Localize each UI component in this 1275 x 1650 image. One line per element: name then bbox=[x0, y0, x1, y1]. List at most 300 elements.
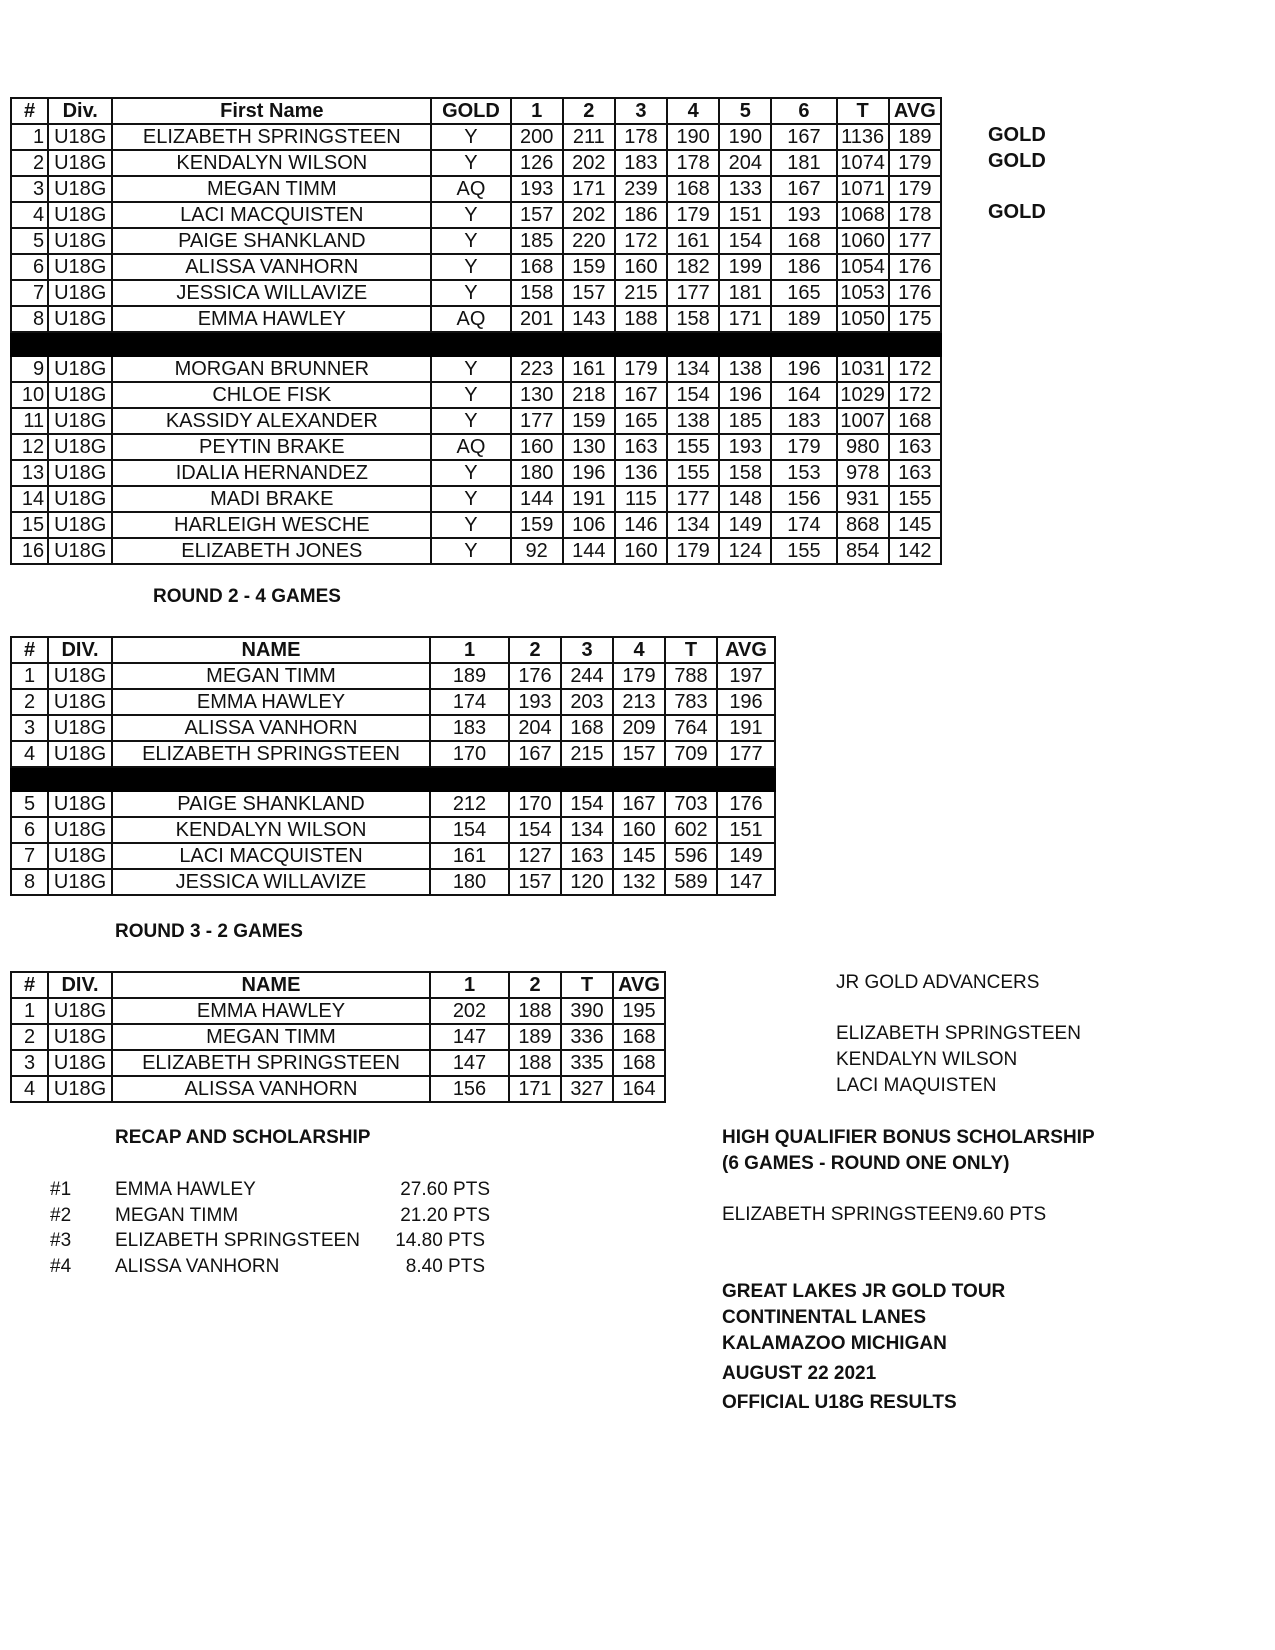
round1-cell: 149 bbox=[719, 512, 771, 538]
round1-cell: JESSICA WILLAVIZE bbox=[112, 280, 431, 306]
round1-cell: 163 bbox=[615, 434, 667, 460]
round3-cell: 336 bbox=[561, 1024, 613, 1050]
round3-cell: 156 bbox=[430, 1076, 509, 1102]
round1-cell: 167 bbox=[771, 176, 836, 202]
round1-cell: 179 bbox=[667, 202, 719, 228]
round1-cell: 168 bbox=[771, 228, 836, 254]
round1-cell: 7 bbox=[11, 280, 48, 306]
round1-cell: 159 bbox=[511, 512, 563, 538]
round1-cell: ALISSA VANHORN bbox=[112, 254, 431, 280]
round1-cell: 153 bbox=[771, 460, 836, 486]
round1-cell: 179 bbox=[889, 176, 941, 202]
round2-cell: 154 bbox=[430, 817, 509, 843]
round2-cell: 6 bbox=[11, 817, 48, 843]
table-row bbox=[11, 843, 775, 869]
round1-cell: U18G bbox=[48, 408, 112, 434]
round1-cell: 1136 bbox=[837, 124, 889, 150]
round1-cell: PEYTIN BRAKE bbox=[112, 434, 431, 460]
round3-cell: U18G bbox=[48, 1050, 112, 1076]
round2-header-row bbox=[11, 637, 775, 663]
round1-cell: Y bbox=[431, 356, 510, 382]
round2-cell: ELIZABETH SPRINGSTEEN bbox=[112, 741, 430, 767]
round1-cell: 1007 bbox=[837, 408, 889, 434]
cutline-separator bbox=[11, 767, 775, 791]
round1-cell: CHLOE FISK bbox=[112, 382, 431, 408]
round1-cell: 179 bbox=[667, 538, 719, 564]
table-row bbox=[11, 228, 941, 254]
round1-cell: 161 bbox=[667, 228, 719, 254]
round1-cell: U18G bbox=[48, 228, 112, 254]
round3-cell: ELIZABETH SPRINGSTEEN bbox=[112, 1050, 430, 1076]
round2-cell: 167 bbox=[509, 741, 561, 767]
round1-cell: 4 bbox=[11, 202, 48, 228]
round2-cell: U18G bbox=[48, 817, 112, 843]
round2-cell: 168 bbox=[561, 715, 613, 741]
recap-name: ALISSA VANHORN bbox=[115, 1256, 280, 1277]
round1-cell: 189 bbox=[771, 306, 836, 332]
round1-cell: 178 bbox=[889, 202, 941, 228]
advancer-name: KENDALYN WILSON bbox=[836, 1049, 1018, 1070]
round1-cell: 854 bbox=[837, 538, 889, 564]
round1-cell: MORGAN BRUNNER bbox=[112, 356, 431, 382]
round2-cell: 5 bbox=[11, 791, 48, 817]
round1-cell: IDALIA HERNANDEZ bbox=[112, 460, 431, 486]
round1-cell: U18G bbox=[48, 280, 112, 306]
round2-cell: 204 bbox=[509, 715, 561, 741]
round3-body bbox=[11, 998, 665, 1102]
round1-cell: 160 bbox=[615, 254, 667, 280]
round3-cell: 195 bbox=[613, 998, 665, 1024]
round1-cell: 12 bbox=[11, 434, 48, 460]
round1-cell: U18G bbox=[48, 202, 112, 228]
round1-cell: 211 bbox=[563, 124, 615, 150]
round1-cell: 172 bbox=[889, 356, 941, 382]
round2-cell: 149 bbox=[717, 843, 775, 869]
round1-cell: 133 bbox=[719, 176, 771, 202]
round1-cell: 186 bbox=[615, 202, 667, 228]
round1-cell: Y bbox=[431, 202, 510, 228]
round2-cell: 127 bbox=[509, 843, 561, 869]
round2-cell: 196 bbox=[717, 689, 775, 715]
round2-cell: U18G bbox=[48, 791, 112, 817]
round3-cell: 147 bbox=[430, 1050, 509, 1076]
round1-cell: 16 bbox=[11, 538, 48, 564]
round1-cell: 163 bbox=[889, 434, 941, 460]
round1-cell: 190 bbox=[719, 124, 771, 150]
round2-cell: 783 bbox=[665, 689, 717, 715]
round2-cell: U18G bbox=[48, 843, 112, 869]
round2-header-cell: DIV. bbox=[48, 637, 112, 663]
round3-header-row bbox=[11, 972, 665, 998]
table-row bbox=[11, 124, 941, 150]
round3-header-cell: DIV. bbox=[48, 972, 112, 998]
table-row bbox=[11, 1076, 665, 1102]
round1-cell: 6 bbox=[11, 254, 48, 280]
round1-cell: 157 bbox=[563, 280, 615, 306]
table-row bbox=[11, 663, 775, 689]
recap-points: 14.80 PTS bbox=[395, 1230, 485, 1251]
round3-cell: EMMA HAWLEY bbox=[112, 998, 430, 1024]
table-row bbox=[11, 486, 941, 512]
round2-header-cell: 3 bbox=[561, 637, 613, 663]
round1-cell: 155 bbox=[667, 460, 719, 486]
round3-cell: MEGAN TIMM bbox=[112, 1024, 430, 1050]
round1-cell: 138 bbox=[667, 408, 719, 434]
round1-cell: 175 bbox=[889, 306, 941, 332]
round2-table bbox=[10, 636, 776, 896]
round1-cell: 8 bbox=[11, 306, 48, 332]
round1-cell: 177 bbox=[667, 280, 719, 306]
round2-cell: 157 bbox=[613, 741, 665, 767]
round1-cell: 15 bbox=[11, 512, 48, 538]
round1-cell: Y bbox=[431, 538, 510, 564]
round1-cell: 186 bbox=[771, 254, 836, 280]
round1-cell: LACI MACQUISTEN bbox=[112, 202, 431, 228]
round1-cell: 1074 bbox=[837, 150, 889, 176]
round1-cell: 182 bbox=[667, 254, 719, 280]
round2-cell: 8 bbox=[11, 869, 48, 895]
table-row bbox=[11, 150, 941, 176]
recap-points: 21.20 PTS bbox=[400, 1205, 490, 1226]
round2-cell: 189 bbox=[430, 663, 509, 689]
table-row bbox=[11, 538, 941, 564]
round1-header-cell: # bbox=[11, 98, 48, 124]
round1-cell: 134 bbox=[667, 356, 719, 382]
round1-cell: 154 bbox=[719, 228, 771, 254]
round1-cell: 155 bbox=[667, 434, 719, 460]
round2-cell: U18G bbox=[48, 715, 112, 741]
round1-cell: 13 bbox=[11, 460, 48, 486]
recap-rank: #2 bbox=[50, 1205, 72, 1226]
round1-cell: 165 bbox=[615, 408, 667, 434]
round1-cell: U18G bbox=[48, 538, 112, 564]
round3-cell: 335 bbox=[561, 1050, 613, 1076]
round1-cell: 151 bbox=[719, 202, 771, 228]
round1-cell: 157 bbox=[511, 202, 563, 228]
advancer-name: ELIZABETH SPRINGSTEEN bbox=[836, 1023, 1081, 1044]
round1-cell: ELIZABETH SPRINGSTEEN bbox=[112, 124, 431, 150]
round3-cell: 327 bbox=[561, 1076, 613, 1102]
round1-cell: 130 bbox=[511, 382, 563, 408]
round1-cell: Y bbox=[431, 124, 510, 150]
round2-cell: 134 bbox=[561, 817, 613, 843]
round2-cell: 157 bbox=[509, 869, 561, 895]
round1-header-cell: 1 bbox=[511, 98, 563, 124]
table-row bbox=[11, 817, 775, 843]
round2-cell: KENDALYN WILSON bbox=[112, 817, 430, 843]
round2-cell: 154 bbox=[509, 817, 561, 843]
round3-cell: 168 bbox=[613, 1024, 665, 1050]
round1-cell: AQ bbox=[431, 434, 510, 460]
round1-cell: 126 bbox=[511, 150, 563, 176]
round1-cell: Y bbox=[431, 254, 510, 280]
round1-table bbox=[10, 97, 942, 565]
round1-cell: Y bbox=[431, 150, 510, 176]
table-row bbox=[11, 280, 941, 306]
cutline-separator bbox=[11, 332, 941, 356]
round3-header-cell: AVG bbox=[613, 972, 665, 998]
round3-cell: 4 bbox=[11, 1076, 48, 1102]
round3-header-cell: 1 bbox=[430, 972, 509, 998]
round1-cell: 204 bbox=[719, 150, 771, 176]
event-tour: GREAT LAKES JR GOLD TOUR bbox=[722, 1281, 1006, 1302]
round1-cell: 168 bbox=[889, 408, 941, 434]
round1-cell: 158 bbox=[511, 280, 563, 306]
round1-header-cell: 5 bbox=[719, 98, 771, 124]
round1-cell: KENDALYN WILSON bbox=[112, 150, 431, 176]
round2-header-cell: 1 bbox=[430, 637, 509, 663]
round2-cell: 176 bbox=[717, 791, 775, 817]
gold-mark-2: GOLD bbox=[988, 150, 1046, 172]
round2-cell: 132 bbox=[613, 869, 665, 895]
round1-cell: 181 bbox=[719, 280, 771, 306]
table-row bbox=[11, 408, 941, 434]
recap-rank: #3 bbox=[50, 1230, 72, 1251]
table-row bbox=[11, 1050, 665, 1076]
round1-cell: U18G bbox=[48, 306, 112, 332]
round1-cell: Y bbox=[431, 228, 510, 254]
round1-cell: 177 bbox=[511, 408, 563, 434]
bonus-title: HIGH QUALIFIER BONUS SCHOLARSHIP bbox=[722, 1127, 1095, 1148]
round1-cell: 9 bbox=[11, 356, 48, 382]
round2-cell: 161 bbox=[430, 843, 509, 869]
round3-header-cell: T bbox=[561, 972, 613, 998]
round2-cell: EMMA HAWLEY bbox=[112, 689, 430, 715]
round1-cell: Y bbox=[431, 382, 510, 408]
round1-cell: U18G bbox=[48, 356, 112, 382]
event-location: KALAMAZOO MICHIGAN bbox=[722, 1333, 947, 1354]
table-row bbox=[11, 715, 775, 741]
round3-cell: 202 bbox=[430, 998, 509, 1024]
round1-cell: 1060 bbox=[837, 228, 889, 254]
round2-cell: 602 bbox=[665, 817, 717, 843]
round1-cell: 980 bbox=[837, 434, 889, 460]
table-row bbox=[11, 869, 775, 895]
round1-cell: 92 bbox=[511, 538, 563, 564]
round1-cell: 124 bbox=[719, 538, 771, 564]
round1-cell: 2 bbox=[11, 150, 48, 176]
round2-cell: 213 bbox=[613, 689, 665, 715]
round2-header-cell: 4 bbox=[613, 637, 665, 663]
round1-cell: PAIGE SHANKLAND bbox=[112, 228, 431, 254]
round1-cell: 179 bbox=[889, 150, 941, 176]
round1-cell: 179 bbox=[771, 434, 836, 460]
round2-cell: 788 bbox=[665, 663, 717, 689]
round1-cell: 155 bbox=[889, 486, 941, 512]
round1-cell: U18G bbox=[48, 382, 112, 408]
round1-cell: U18G bbox=[48, 176, 112, 202]
round1-cell: 10 bbox=[11, 382, 48, 408]
round1-header-cell: GOLD bbox=[431, 98, 510, 124]
round3-cell: 3 bbox=[11, 1050, 48, 1076]
round2-cell: 764 bbox=[665, 715, 717, 741]
round1-cell: 171 bbox=[719, 306, 771, 332]
round2-cell: 160 bbox=[613, 817, 665, 843]
round1-cell: Y bbox=[431, 512, 510, 538]
round1-cell: 164 bbox=[771, 382, 836, 408]
round2-cell: 703 bbox=[665, 791, 717, 817]
round2-cell: U18G bbox=[48, 869, 112, 895]
bonus-points: 9.60 PTS bbox=[967, 1204, 1047, 1225]
round1-cell: 142 bbox=[889, 538, 941, 564]
round2-cell: 4 bbox=[11, 741, 48, 767]
table-row bbox=[11, 202, 941, 228]
round2-cell: U18G bbox=[48, 663, 112, 689]
round1-cell: 196 bbox=[563, 460, 615, 486]
round2-cell: 180 bbox=[430, 869, 509, 895]
round1-cell: 154 bbox=[667, 382, 719, 408]
round1-cell: 176 bbox=[889, 254, 941, 280]
table-row bbox=[11, 741, 775, 767]
round1-cell: 1053 bbox=[837, 280, 889, 306]
round2-cell: 203 bbox=[561, 689, 613, 715]
round2-header-cell: # bbox=[11, 637, 48, 663]
recap-name: ELIZABETH SPRINGSTEEN bbox=[115, 1230, 360, 1251]
round2-cell: 3 bbox=[11, 715, 48, 741]
round2-cell: 170 bbox=[430, 741, 509, 767]
round2-cell: PAIGE SHANKLAND bbox=[112, 791, 430, 817]
round1-cell: 167 bbox=[615, 382, 667, 408]
round3-cell: U18G bbox=[48, 1076, 112, 1102]
round2-cell: 154 bbox=[561, 791, 613, 817]
round1-cell: Y bbox=[431, 280, 510, 306]
round3-cell: 1 bbox=[11, 998, 48, 1024]
round2-header-cell: NAME bbox=[112, 637, 430, 663]
event-venue: CONTINENTAL LANES bbox=[722, 1307, 927, 1328]
round1-cell: MEGAN TIMM bbox=[112, 176, 431, 202]
event-results-label: OFFICIAL U18G RESULTS bbox=[722, 1392, 957, 1413]
round1-cell: 134 bbox=[667, 512, 719, 538]
round2-cell: 244 bbox=[561, 663, 613, 689]
round1-header-cell: First Name bbox=[112, 98, 431, 124]
round2-header-cell: T bbox=[665, 637, 717, 663]
round1-cell: 193 bbox=[719, 434, 771, 460]
round1-cell: U18G bbox=[48, 460, 112, 486]
round2-cell: 193 bbox=[509, 689, 561, 715]
round2-header-cell: AVG bbox=[717, 637, 775, 663]
round1-cell: 196 bbox=[719, 382, 771, 408]
round3-cell: 188 bbox=[509, 998, 561, 1024]
round1-cell: 218 bbox=[563, 382, 615, 408]
round1-cell: U18G bbox=[48, 512, 112, 538]
round1-cell: 178 bbox=[667, 150, 719, 176]
round2-cell: 120 bbox=[561, 869, 613, 895]
round1-cell: 158 bbox=[667, 306, 719, 332]
round1-cell: 931 bbox=[837, 486, 889, 512]
round2-cell: 209 bbox=[613, 715, 665, 741]
round1-cell: 180 bbox=[511, 460, 563, 486]
round1-cell: 193 bbox=[511, 176, 563, 202]
round1-cell: 168 bbox=[511, 254, 563, 280]
round3-header-cell: 2 bbox=[509, 972, 561, 998]
round1-body bbox=[11, 124, 941, 564]
round1-cell: 148 bbox=[719, 486, 771, 512]
advancer-name: LACI MAQUISTEN bbox=[836, 1075, 997, 1096]
round2-cell: U18G bbox=[48, 689, 112, 715]
round2-cell: LACI MACQUISTEN bbox=[112, 843, 430, 869]
round2-cell: 191 bbox=[717, 715, 775, 741]
round1-cell: 183 bbox=[771, 408, 836, 434]
round1-cell: 155 bbox=[771, 538, 836, 564]
round1-cell: 160 bbox=[615, 538, 667, 564]
table-row bbox=[11, 512, 941, 538]
round1-cell: Y bbox=[431, 460, 510, 486]
table-row bbox=[11, 1024, 665, 1050]
round3-cell: 164 bbox=[613, 1076, 665, 1102]
round1-cell: 160 bbox=[511, 434, 563, 460]
round2-cell: 174 bbox=[430, 689, 509, 715]
round1-cell: 179 bbox=[615, 356, 667, 382]
round1-cell: 143 bbox=[563, 306, 615, 332]
round1-cell: 1068 bbox=[837, 202, 889, 228]
recap-points: 27.60 PTS bbox=[400, 1179, 490, 1200]
round1-cell: U18G bbox=[48, 124, 112, 150]
round1-cell: U18G bbox=[48, 254, 112, 280]
round1-cell: 1054 bbox=[837, 254, 889, 280]
round2-cell: 212 bbox=[430, 791, 509, 817]
round2-cell: 163 bbox=[561, 843, 613, 869]
round1-cell: HARLEIGH WESCHE bbox=[112, 512, 431, 538]
round3-cell: U18G bbox=[48, 1024, 112, 1050]
round1-header-row bbox=[11, 98, 941, 124]
round1-cell: 145 bbox=[889, 512, 941, 538]
round1-cell: 130 bbox=[563, 434, 615, 460]
round1-cell: 172 bbox=[889, 382, 941, 408]
round1-cell: 167 bbox=[771, 124, 836, 150]
round1-header-cell: AVG bbox=[889, 98, 941, 124]
round1-cell: 185 bbox=[511, 228, 563, 254]
round1-cell: 190 bbox=[667, 124, 719, 150]
round1-cell: 161 bbox=[563, 356, 615, 382]
round1-cell: ELIZABETH JONES bbox=[112, 538, 431, 564]
round1-header-cell: 3 bbox=[615, 98, 667, 124]
round1-cell: 178 bbox=[615, 124, 667, 150]
round1-cell: 146 bbox=[615, 512, 667, 538]
round1-header-cell: Div. bbox=[48, 98, 112, 124]
round1-cell: 1031 bbox=[837, 356, 889, 382]
table-row bbox=[11, 791, 775, 817]
round2-cell: 709 bbox=[665, 741, 717, 767]
recap-rank: #1 bbox=[50, 1179, 72, 1200]
round3-cell: 171 bbox=[509, 1076, 561, 1102]
round1-cell: U18G bbox=[48, 486, 112, 512]
round1-cell: 136 bbox=[615, 460, 667, 486]
round3-cell: 2 bbox=[11, 1024, 48, 1050]
round2-cell: MEGAN TIMM bbox=[112, 663, 430, 689]
round1-cell: 200 bbox=[511, 124, 563, 150]
round2-cell: 7 bbox=[11, 843, 48, 869]
round3-cell: 188 bbox=[509, 1050, 561, 1076]
round1-cell: 196 bbox=[771, 356, 836, 382]
round1-cell: 220 bbox=[563, 228, 615, 254]
round1-cell: 138 bbox=[719, 356, 771, 382]
round1-cell: 1050 bbox=[837, 306, 889, 332]
round1-cell: 144 bbox=[563, 538, 615, 564]
round2-cell: 589 bbox=[665, 869, 717, 895]
round3-cell: 390 bbox=[561, 998, 613, 1024]
round1-header-cell: 4 bbox=[667, 98, 719, 124]
round1-cell: Y bbox=[431, 486, 510, 512]
table-row bbox=[11, 382, 941, 408]
round2-cell: 2 bbox=[11, 689, 48, 715]
round1-cell: 202 bbox=[563, 202, 615, 228]
round1-cell: 14 bbox=[11, 486, 48, 512]
round2-cell: 179 bbox=[613, 663, 665, 689]
round1-cell: 115 bbox=[615, 486, 667, 512]
round2-title: ROUND 2 - 4 GAMES bbox=[153, 586, 341, 607]
round1-cell: 239 bbox=[615, 176, 667, 202]
round2-cell: 183 bbox=[430, 715, 509, 741]
